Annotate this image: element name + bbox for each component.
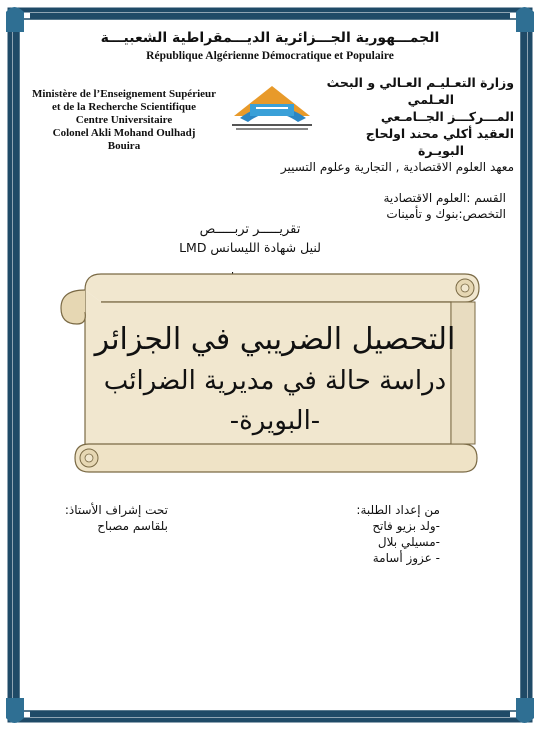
ministry-arabic-block bbox=[320, 74, 514, 159]
ministry-line: Ministère de l’Enseignement Supérieur bbox=[31, 88, 217, 100]
header-republic-arabic: الجمـــهورية الجـــزائرية الديـــمقراطية الشعبيـــة bbox=[100, 30, 440, 46]
supervisor-block bbox=[28, 502, 168, 534]
ministry-ar-line: العـلمي bbox=[407, 92, 454, 107]
ministry-ar-line: وزارة التعـليـم العـالي و البحث bbox=[326, 75, 514, 90]
ministry-line: Colonel Akli Mohand Oulhadj bbox=[52, 127, 196, 139]
supervisor-label: تحت إشراف الأستاذ: bbox=[64, 503, 168, 517]
ministry-ar-line: المـــركـــز الجــامـعي bbox=[380, 109, 514, 124]
students-label: من إعداد الطلبة: bbox=[356, 503, 440, 517]
students-block bbox=[330, 502, 440, 566]
ministry-ar-line: البويـرة bbox=[417, 143, 464, 158]
ministry-line: Centre Universitaire bbox=[75, 114, 173, 126]
institute-name: معهد العلوم الاقتصادية , التجارية وعلوم التسيير bbox=[280, 160, 514, 174]
student-name: - عزوز أسامة bbox=[372, 551, 440, 565]
ministry-ar-line: العقيد أكلي محند اولحاج bbox=[365, 126, 514, 141]
department-label: القسم :العلوم الاقتصادية bbox=[383, 191, 506, 205]
report-subtitle: لنيل شهادة الليسانس LMD bbox=[179, 240, 321, 255]
scroll-title-line1: التحصيل الضريبي في الجزائر bbox=[94, 322, 456, 357]
header-republic-french: République Algérienne Démocratique et Populaire bbox=[146, 50, 394, 62]
ministry-line: et de la Recherche Scientifique bbox=[52, 101, 196, 113]
scroll-title-line3: -البويرة- bbox=[229, 406, 321, 436]
department-block bbox=[300, 190, 506, 222]
supervisor-name: بلقاسم مصباح bbox=[97, 519, 168, 533]
report-title: تقريـــــر تربـــــص bbox=[199, 222, 301, 237]
specialty-label: التخصص:بنوك و تأمينات bbox=[386, 207, 506, 221]
university-logo bbox=[228, 80, 316, 132]
ministry-line: Bouira bbox=[107, 140, 141, 152]
student-name: -مسيلي بلال bbox=[377, 535, 440, 549]
scroll-title-line2: دراسة حالة في مديرية الضرائب bbox=[103, 366, 447, 396]
ministry-french-block bbox=[24, 88, 224, 153]
student-name: -ولد بزيو فاتح bbox=[372, 519, 440, 533]
